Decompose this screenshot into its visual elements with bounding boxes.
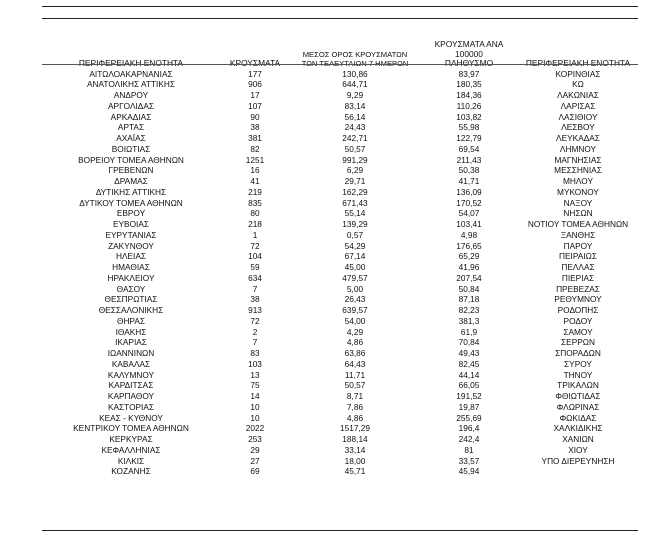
cell-per-100k: 87,18 <box>458 294 480 305</box>
table-row <box>42 219 638 230</box>
cell-per-100k: 176,65 <box>456 240 482 251</box>
table-row <box>42 262 638 273</box>
cell-region: ΓΡΕΒΕΝΩΝ <box>108 165 154 176</box>
cell-region-2: ΥΠΟ ΔΙΕΡΕΥΝΗΣΗ <box>541 455 615 466</box>
cell-per-100k: 180,35 <box>456 79 482 90</box>
cell-per-100k: 44,14 <box>458 369 480 380</box>
table-row <box>42 327 638 338</box>
cell-region: ΔΥΤΙΚΟΥ ΤΟΜΕΑ ΑΘΗΝΩΝ <box>79 197 183 208</box>
cell-cases: 634 <box>248 272 262 283</box>
cell-7day-average: 33,14 <box>344 444 366 455</box>
cell-region: ΚΑΡΠΑΘΟΥ <box>107 391 155 401</box>
cell-per-100k: 136,09 <box>456 186 482 197</box>
table-row <box>42 90 638 101</box>
cell-7day-average: 671,43 <box>342 197 368 208</box>
table-row <box>42 251 638 262</box>
cell-per-100k: 4,98 <box>460 229 478 240</box>
cell-region: ΑΙΤΩΛΟΑΚΑΡΝΑΝΙΑΣ <box>89 68 173 79</box>
cell-per-100k: 122,79 <box>456 133 482 143</box>
table-row <box>42 337 638 348</box>
cell-7day-average: 29,71 <box>344 176 366 186</box>
cell-per-100k: 19,87 <box>458 401 480 412</box>
table-row <box>42 155 638 166</box>
cell-cases: 17 <box>250 90 260 100</box>
header-divider <box>42 64 638 65</box>
table-row <box>42 305 638 316</box>
cell-cases: 83 <box>250 348 260 358</box>
cell-region: ΕΥΒΟΙΑΣ <box>112 219 150 229</box>
cell-per-100k: 103,82 <box>456 111 482 122</box>
cell-region-2: ΠΡΕΒΕΖΑΣ <box>556 283 600 294</box>
header-per100k-line1: ΚΡΟΥΣΜΑΤΑ ΑΝΑ 100000 <box>434 39 504 59</box>
cell-region: ΚΕΝΤΡΙΚΟΥ ΤΟΜΕΑ ΑΘΗΝΩΝ <box>73 423 189 434</box>
cell-per-100k: 110,26 <box>456 100 482 111</box>
table-row <box>42 370 638 381</box>
cell-region-2: ΠΑΡΟΥ <box>563 240 593 251</box>
table-row <box>42 208 638 219</box>
header-cases: ΚΡΟΥΣΜΑΤΑ <box>229 58 281 68</box>
cell-cases: 10 <box>250 412 260 423</box>
cell-region-2: ΦΛΩΡΙΝΑΣ <box>556 401 600 412</box>
cell-region: ΘΗΡΑΣ <box>116 315 146 326</box>
table-row <box>42 423 638 434</box>
cell-7day-average: 188,14 <box>342 434 368 444</box>
cell-region: ΚΑΒΑΛΑΣ <box>111 358 151 369</box>
cell-region-2: ΛΕΥΚΑΔΑΣ <box>556 133 600 143</box>
cell-7day-average: 63,86 <box>344 348 366 358</box>
cell-cases: 69 <box>250 466 260 477</box>
cell-7day-average: 55,14 <box>344 208 366 219</box>
cell-per-100k: 255,69 <box>456 412 482 423</box>
cell-7day-average: 1517,29 <box>340 423 370 434</box>
cell-cases: 906 <box>248 79 262 90</box>
cell-7day-average: 130,86 <box>342 68 368 79</box>
cell-region: ΚΙΛΚΙΣ <box>117 455 145 466</box>
cell-cases: 80 <box>250 208 260 219</box>
table-row <box>42 176 638 187</box>
cell-region-2: ΚΟΡΙΝΘΙΑΣ <box>555 68 601 79</box>
header-region: ΠΕΡΙΦΕΡΕΙΑΚΗ ΕΝΟΤΗΤΑ <box>78 58 184 68</box>
cell-cases: 2 <box>252 326 258 337</box>
header-avg-line1: ΜΕΣΟΣ ΟΡΟΣ ΚΡΟΥΣΜΑΤΩΝ <box>302 49 408 59</box>
cell-region-2: ΡΟΔΟΥ <box>563 315 593 326</box>
cell-per-100k: 81 <box>464 444 474 455</box>
cell-7day-average: 54,00 <box>344 315 366 326</box>
table-row <box>42 456 638 467</box>
cell-per-100k: 242,4 <box>458 434 480 444</box>
cell-region-2: ΦΘΙΩΤΙΔΑΣ <box>555 391 601 401</box>
cell-region: ΚΕΦΑΛΛΗΝΙΑΣ <box>101 444 161 455</box>
cell-region-2: ΡΕΘΥΜΝΟΥ <box>554 294 602 305</box>
bottom-border <box>42 530 638 531</box>
cell-region-2: ΚΩ <box>572 79 584 90</box>
table-row <box>42 380 638 391</box>
cell-per-100k: 55,98 <box>458 122 480 133</box>
cell-region-2: ΝΟΤΙΟΥ ΤΟΜΕΑ ΑΘΗΝΩΝ <box>527 219 629 229</box>
cell-cases: 72 <box>250 240 260 251</box>
cell-cases: 90 <box>250 111 260 122</box>
cell-region: ΑΧΑΪΑΣ <box>116 133 146 143</box>
cell-7day-average: 479,57 <box>342 272 368 283</box>
cell-region: ΑΡΓΟΛΙΔΑΣ <box>108 100 154 111</box>
table-row <box>42 112 638 123</box>
cell-7day-average: 242,71 <box>342 133 368 143</box>
cell-cases: 2022 <box>245 423 265 434</box>
header-region-2: ΠΕΡΙΦΕΡΕΙΑΚΗ ΕΝΟΤΗΤΑ <box>525 58 631 68</box>
cases-table <box>42 40 638 477</box>
cell-cases: 82 <box>250 143 260 154</box>
cell-region-2: ΤΗΝΟΥ <box>563 369 593 380</box>
cell-region: ΚΕΡΚΥΡΑΣ <box>109 434 153 444</box>
cell-region: ΗΜΑΘΙΑΣ <box>112 262 150 272</box>
table-row <box>42 413 638 424</box>
table-row <box>42 101 638 112</box>
cell-region: ΑΝΔΡΟΥ <box>113 90 149 100</box>
table-row <box>42 316 638 327</box>
cell-cases: 381 <box>248 133 262 143</box>
cell-per-100k: 83,97 <box>458 68 480 79</box>
cell-per-100k: 54,07 <box>458 208 480 219</box>
cell-per-100k: 191,52 <box>456 391 482 401</box>
cell-per-100k: 50,38 <box>458 165 480 176</box>
cell-region: ΖΑΚΥΝΘΟΥ <box>108 240 154 251</box>
cell-region: ΚΑΣΤΟΡΙΑΣ <box>107 401 155 412</box>
cell-7day-average: 45,71 <box>344 466 366 477</box>
cell-region-2: ΛΑΣΙΘΙΟΥ <box>558 111 598 122</box>
table-row <box>42 359 638 370</box>
cell-region-2: ΣΑΜΟΥ <box>563 326 593 337</box>
cell-per-100k: 82,45 <box>458 358 480 369</box>
cell-cases: 38 <box>250 294 260 305</box>
cell-region: ΑΡΚΑΔΙΑΣ <box>110 111 152 122</box>
cell-cases: 7 <box>252 283 258 294</box>
cell-cases: 913 <box>248 305 262 315</box>
cell-7day-average: 54,29 <box>344 240 366 251</box>
cell-cases: 13 <box>250 369 260 380</box>
table-row <box>42 133 638 144</box>
cell-per-100k: 103,41 <box>456 219 482 229</box>
table-row <box>42 466 638 477</box>
table-row <box>42 348 638 359</box>
cell-7day-average: 45,00 <box>344 262 366 272</box>
cell-per-100k: 184,36 <box>456 90 482 100</box>
cell-region: ΒΟΙΩΤΙΑΣ <box>111 143 151 154</box>
cell-region-2: ΣΕΡΡΩΝ <box>561 337 595 348</box>
cell-region-2 <box>518 466 638 477</box>
cell-7day-average: 56,14 <box>344 111 366 122</box>
cell-region-2: ΞΑΝΘΗΣ <box>560 229 596 240</box>
cell-region-2: ΤΡΙΚΑΛΩΝ <box>557 380 599 391</box>
table-row <box>42 198 638 209</box>
table-row <box>42 294 638 305</box>
cell-cases: 7 <box>252 337 258 348</box>
cell-region-2: ΧΙΟΥ <box>568 444 588 455</box>
cell-region-2: ΝΗΣΩΝ <box>563 208 593 219</box>
cell-region: ΕΒΡΟΥ <box>116 208 146 219</box>
header-per100k-line2: ΠΛΗΘΥΣΜΟ <box>444 58 494 68</box>
cell-region-2: ΧΑΛΚΙΔΙΚΗΣ <box>553 423 603 434</box>
cell-region-2: ΣΥΡΟΥ <box>564 358 592 369</box>
cell-region: ΙΚΑΡΙΑΣ <box>115 337 147 348</box>
cell-cases: 177 <box>248 68 262 79</box>
cell-cases: 59 <box>250 262 260 272</box>
cell-region-2: ΜΥΚΟΝΟΥ <box>557 186 599 197</box>
cell-per-100k: 82,23 <box>458 305 480 315</box>
cell-region-2: ΜΑΓΝΗΣΙΑΣ <box>554 154 602 165</box>
cell-cases: 103 <box>248 358 262 369</box>
cell-per-100k: 41,71 <box>458 176 480 186</box>
cell-region: ΗΛΕΙΑΣ <box>115 251 147 262</box>
cell-region: ΚΑΛΥΜΝΟΥ <box>107 369 155 380</box>
cell-cases: 27 <box>250 455 260 466</box>
cell-cases: 107 <box>248 100 262 111</box>
cell-per-100k: 69,54 <box>458 143 480 154</box>
cell-region: ΑΡΤΑΣ <box>117 122 145 133</box>
cell-region: ΘΕΣΠΡΩΤΙΑΣ <box>104 294 158 305</box>
cell-7day-average: 64,43 <box>344 358 366 369</box>
cell-7day-average: 24,43 <box>344 122 366 133</box>
cell-7day-average: 18,00 <box>344 455 366 466</box>
cell-cases: 1251 <box>245 154 265 165</box>
cell-region-2: ΠΕΙΡΑΙΩΣ <box>559 251 597 262</box>
cell-per-100k: 207,54 <box>456 272 482 283</box>
cell-7day-average: 50,57 <box>344 380 366 391</box>
top-border <box>42 6 638 7</box>
cell-region: ΗΡΑΚΛΕΙΟΥ <box>107 272 155 283</box>
table-row <box>42 187 638 198</box>
cell-cases: 16 <box>250 165 260 176</box>
cell-7day-average: 0,57 <box>346 229 364 240</box>
cell-region: ΑΝΑΤΟΛΙΚΗΣ ΑΤΤΙΚΗΣ <box>86 79 176 90</box>
cell-7day-average: 139,29 <box>342 219 368 229</box>
cell-region: ΕΥΡΥΤΑΝΙΑΣ <box>105 229 157 240</box>
table-row <box>42 402 638 413</box>
cell-region: ΚΕΑΣ - ΚΥΘΝΟΥ <box>99 412 163 423</box>
cell-cases: 104 <box>248 251 262 262</box>
cell-per-100k: 196,4 <box>458 423 480 434</box>
table-row <box>42 241 638 252</box>
cell-7day-average: 162,29 <box>342 186 368 197</box>
table-row <box>42 273 638 284</box>
cell-region: ΔΡΑΜΑΣ <box>114 176 148 186</box>
cell-region-2: ΛΗΜΝΟΥ <box>559 143 597 154</box>
cell-per-100k: 381,3 <box>458 315 480 326</box>
cell-region-2: ΛΑΚΩΝΙΑΣ <box>557 90 599 100</box>
cell-cases: 38 <box>250 122 260 133</box>
cell-region: ΘΑΣΟΥ <box>116 283 146 294</box>
cell-region: ΘΕΣΣΑΛΟΝΙΚΗΣ <box>98 305 164 315</box>
cell-region: ΚΑΡΔΙΤΣΑΣ <box>108 380 154 391</box>
cell-7day-average: 67,14 <box>344 251 366 262</box>
cell-region: ΚΟΖΑΝΗΣ <box>111 466 151 477</box>
cell-per-100k: 170,52 <box>456 197 482 208</box>
table-row <box>42 144 638 155</box>
table-row <box>42 445 638 456</box>
cell-cases: 253 <box>248 434 262 444</box>
cell-per-100k: 211,43 <box>456 154 482 165</box>
cell-cases: 219 <box>248 186 262 197</box>
cell-7day-average: 5,00 <box>346 283 364 294</box>
cell-region-2: ΠΕΛΛΑΣ <box>561 262 595 272</box>
table-row <box>42 79 638 90</box>
header-avg-line2: ΤΩΝ ΤΕΛΕΥΤΑΙΩΝ 7 ΗΜΕΡΩΝ <box>301 59 409 68</box>
cell-per-100k: 61,9 <box>460 326 478 337</box>
cell-cases: 10 <box>250 401 260 412</box>
table-row <box>42 69 638 80</box>
cell-7day-average: 639,57 <box>342 305 368 315</box>
cell-7day-average: 50,57 <box>344 143 366 154</box>
cell-7day-average: 9,29 <box>346 90 364 100</box>
table-row <box>42 230 638 241</box>
cell-per-100k: 70,84 <box>458 337 480 348</box>
cell-7day-average: 4,29 <box>346 326 364 337</box>
cell-cases: 835 <box>248 197 262 208</box>
cell-region: ΙΩΑΝΝΙΝΩΝ <box>107 348 155 358</box>
cell-region-2: ΜΕΣΣΗΝΙΑΣ <box>554 165 602 176</box>
cell-per-100k: 45,94 <box>458 466 480 477</box>
cell-region-2: ΝΑΞΟΥ <box>563 197 593 208</box>
table-row <box>42 284 638 295</box>
cell-region-2: ΦΩΚΙΔΑΣ <box>559 412 597 423</box>
cell-7day-average: 26,43 <box>344 294 366 305</box>
cell-per-100k: 41,96 <box>458 262 480 272</box>
cell-7day-average: 991,29 <box>342 154 368 165</box>
cell-cases: 75 <box>250 380 260 391</box>
cell-7day-average: 83,14 <box>344 100 366 111</box>
cell-region-2: ΣΠΟΡΑΔΩΝ <box>555 348 601 358</box>
cell-7day-average: 11,71 <box>344 369 366 380</box>
cell-cases: 218 <box>248 219 262 229</box>
top-border-inner <box>42 18 638 19</box>
cell-region-2: ΛΕΣΒΟΥ <box>561 122 595 133</box>
table-row <box>42 434 638 445</box>
cell-7day-average: 6,29 <box>346 165 364 176</box>
cell-region: ΔΥΤΙΚΗΣ ΑΤΤΙΚΗΣ <box>95 186 167 197</box>
cell-region-2: ΜΗΛΟΥ <box>563 176 593 186</box>
cell-7day-average: 8,71 <box>346 391 364 401</box>
cell-7day-average: 7,86 <box>346 401 364 412</box>
cell-region: ΙΘΑΚΗΣ <box>115 326 147 337</box>
cell-per-100k: 50,84 <box>458 283 480 294</box>
table-row <box>42 165 638 176</box>
cell-region: ΒΟΡΕΙΟΥ ΤΟΜΕΑ ΑΘΗΝΩΝ <box>78 154 184 165</box>
cell-7day-average: 4,86 <box>346 412 364 423</box>
cell-per-100k: 33,57 <box>458 455 480 466</box>
cell-region-2: ΡΟΔΟΠΗΣ <box>557 305 599 315</box>
cell-per-100k: 65,29 <box>458 251 480 262</box>
table-body <box>42 69 638 478</box>
cell-cases: 1 <box>252 229 258 240</box>
cell-region-2: ΠΙΕΡΙΑΣ <box>561 272 595 283</box>
cell-cases: 29 <box>250 444 260 455</box>
cell-cases: 72 <box>250 315 260 326</box>
cell-per-100k: 66,05 <box>458 380 480 391</box>
cell-cases: 14 <box>250 391 260 401</box>
cell-cases: 41 <box>250 176 260 186</box>
cell-per-100k: 49,43 <box>458 348 480 358</box>
cell-region-2: ΧΑΝΙΩΝ <box>562 434 594 444</box>
table-row <box>42 122 638 133</box>
cell-7day-average: 644,71 <box>342 79 368 90</box>
cell-7day-average: 4,86 <box>346 337 364 348</box>
table-row <box>42 391 638 402</box>
cell-region-2: ΛΑΡΙΣΑΣ <box>560 100 596 111</box>
